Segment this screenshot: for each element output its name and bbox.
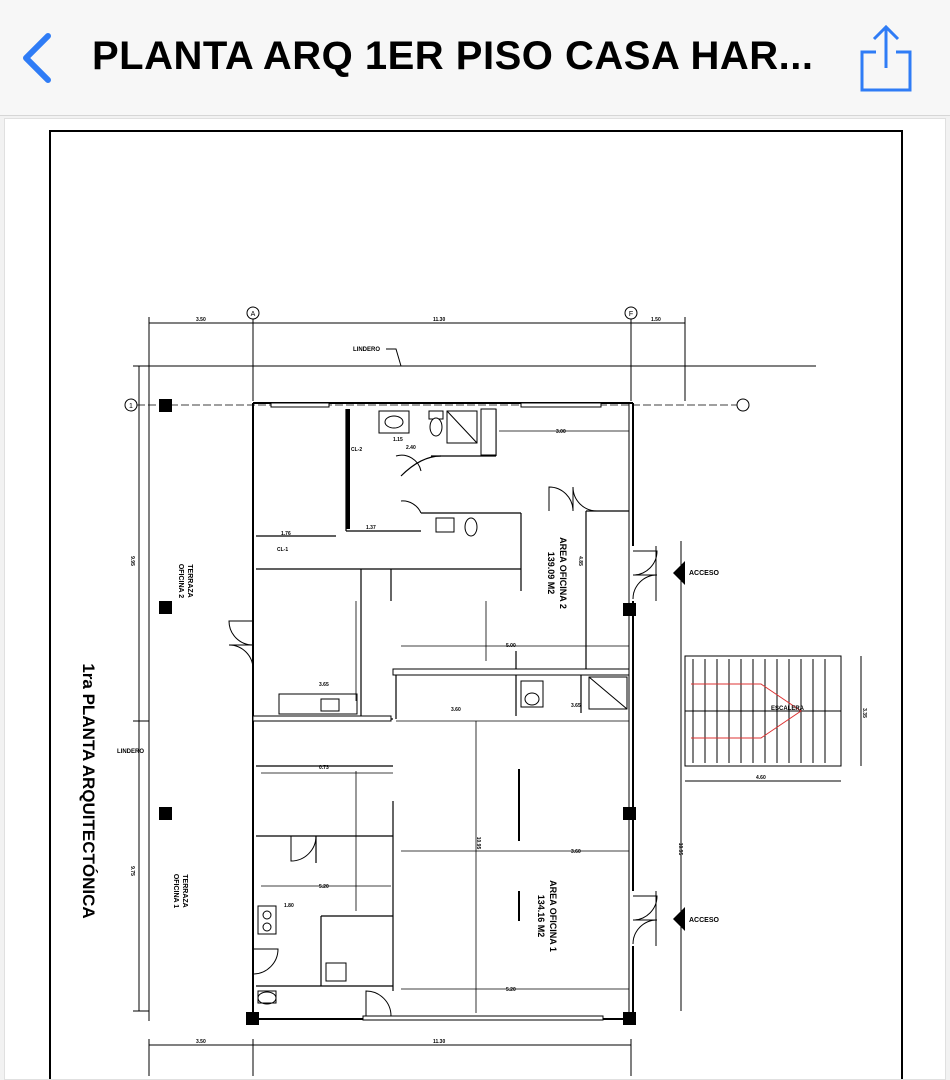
dim-d14: 3.60 [571,849,581,855]
dim-d4: 3.60 [451,707,461,713]
dim-bottom-left: 3.50 [196,1039,206,1045]
staircase [685,656,841,766]
dim-stair-width: 4.60 [756,775,766,781]
dim-d6: 1.37 [366,525,376,531]
navigation-bar [0,0,950,116]
terraza-oficina2-line1: TERRAZA [186,564,193,598]
cl1-label: CL-1 [277,547,289,553]
share-button[interactable] [856,24,916,94]
area-oficina1-size: 134.16 M2 [536,894,546,938]
dim-left-a: 9.95 [129,556,135,566]
document-title: PLANTA ARQ 1ER PISO CASA HAR... [92,34,814,78]
dim-top-left: 3.50 [196,317,206,323]
terraza-oficina1-line2: OFICINA 1 [172,873,179,909]
acceso-arrows [673,561,685,931]
escalera-label: ESCALERA [771,706,805,712]
door-swings [229,455,657,1016]
axis-label-a: A [250,311,256,318]
top-dimensions [133,317,861,1076]
acceso-label-lower: ACCESO [689,917,719,924]
dim-d3b: 3.65 [571,703,581,709]
axis-label-f: F [628,311,634,318]
back-button[interactable] [18,30,58,86]
dim-d13: 1.80 [284,903,294,909]
area1-label-group [536,880,558,952]
dim-bottom-mid: 11.30 [433,1039,446,1045]
axis-label-1: 1 [129,403,133,410]
dim-d3: 3.65 [319,682,329,688]
dim-d2: 5.00 [506,643,516,649]
floor-plan-drawing [5,119,946,1080]
document-page[interactable] [4,118,946,1080]
share-icon [856,24,916,94]
terraza2-label-group [177,564,193,598]
area2-label-group [546,537,568,609]
terraza-oficina2-line2: OFICINA 2 [177,563,184,599]
dim-d10: 4.85 [577,556,583,566]
acceso-label-upper: ACCESO [689,570,719,577]
area-oficina2-size: 139.09 M2 [546,551,556,595]
chevron-left-icon [18,30,58,86]
dim-d5: 1.76 [281,531,291,537]
area-oficina1-name: AREA OFICINA 1 [548,880,558,952]
plan-title: 1ra PLANTA ARQUITECTÓNICA [79,663,98,919]
terraza-oficina1-line1: TERRAZA [181,874,188,908]
plan-title-group [79,663,98,918]
dim-d12b: 5.20 [506,987,516,993]
dim-d7: 1.15 [393,437,403,443]
dim-top-right: 1.50 [651,317,661,323]
dim-stair-height: 3.35 [861,708,867,718]
dim-left-b: 9.75 [129,866,135,876]
dim-d11-inner: 10.95 [475,836,481,850]
dim-d8: 2.40 [406,445,416,451]
dim-right-d11: 10.95 [677,842,683,856]
lindero-label-top: LINDERO [353,347,380,353]
cl2-label: CL-2 [351,447,363,453]
lindero-label-left: LINDERO [117,749,144,755]
terraza1-label-group [172,874,188,908]
dim-top-mid: 11.30 [433,317,446,323]
dim-d1: 3.00 [556,429,566,435]
area-oficina2-name: AREA OFICINA 2 [558,537,568,609]
dim-d12: 5.20 [319,884,329,890]
dim-d9: 0.73 [319,765,329,771]
